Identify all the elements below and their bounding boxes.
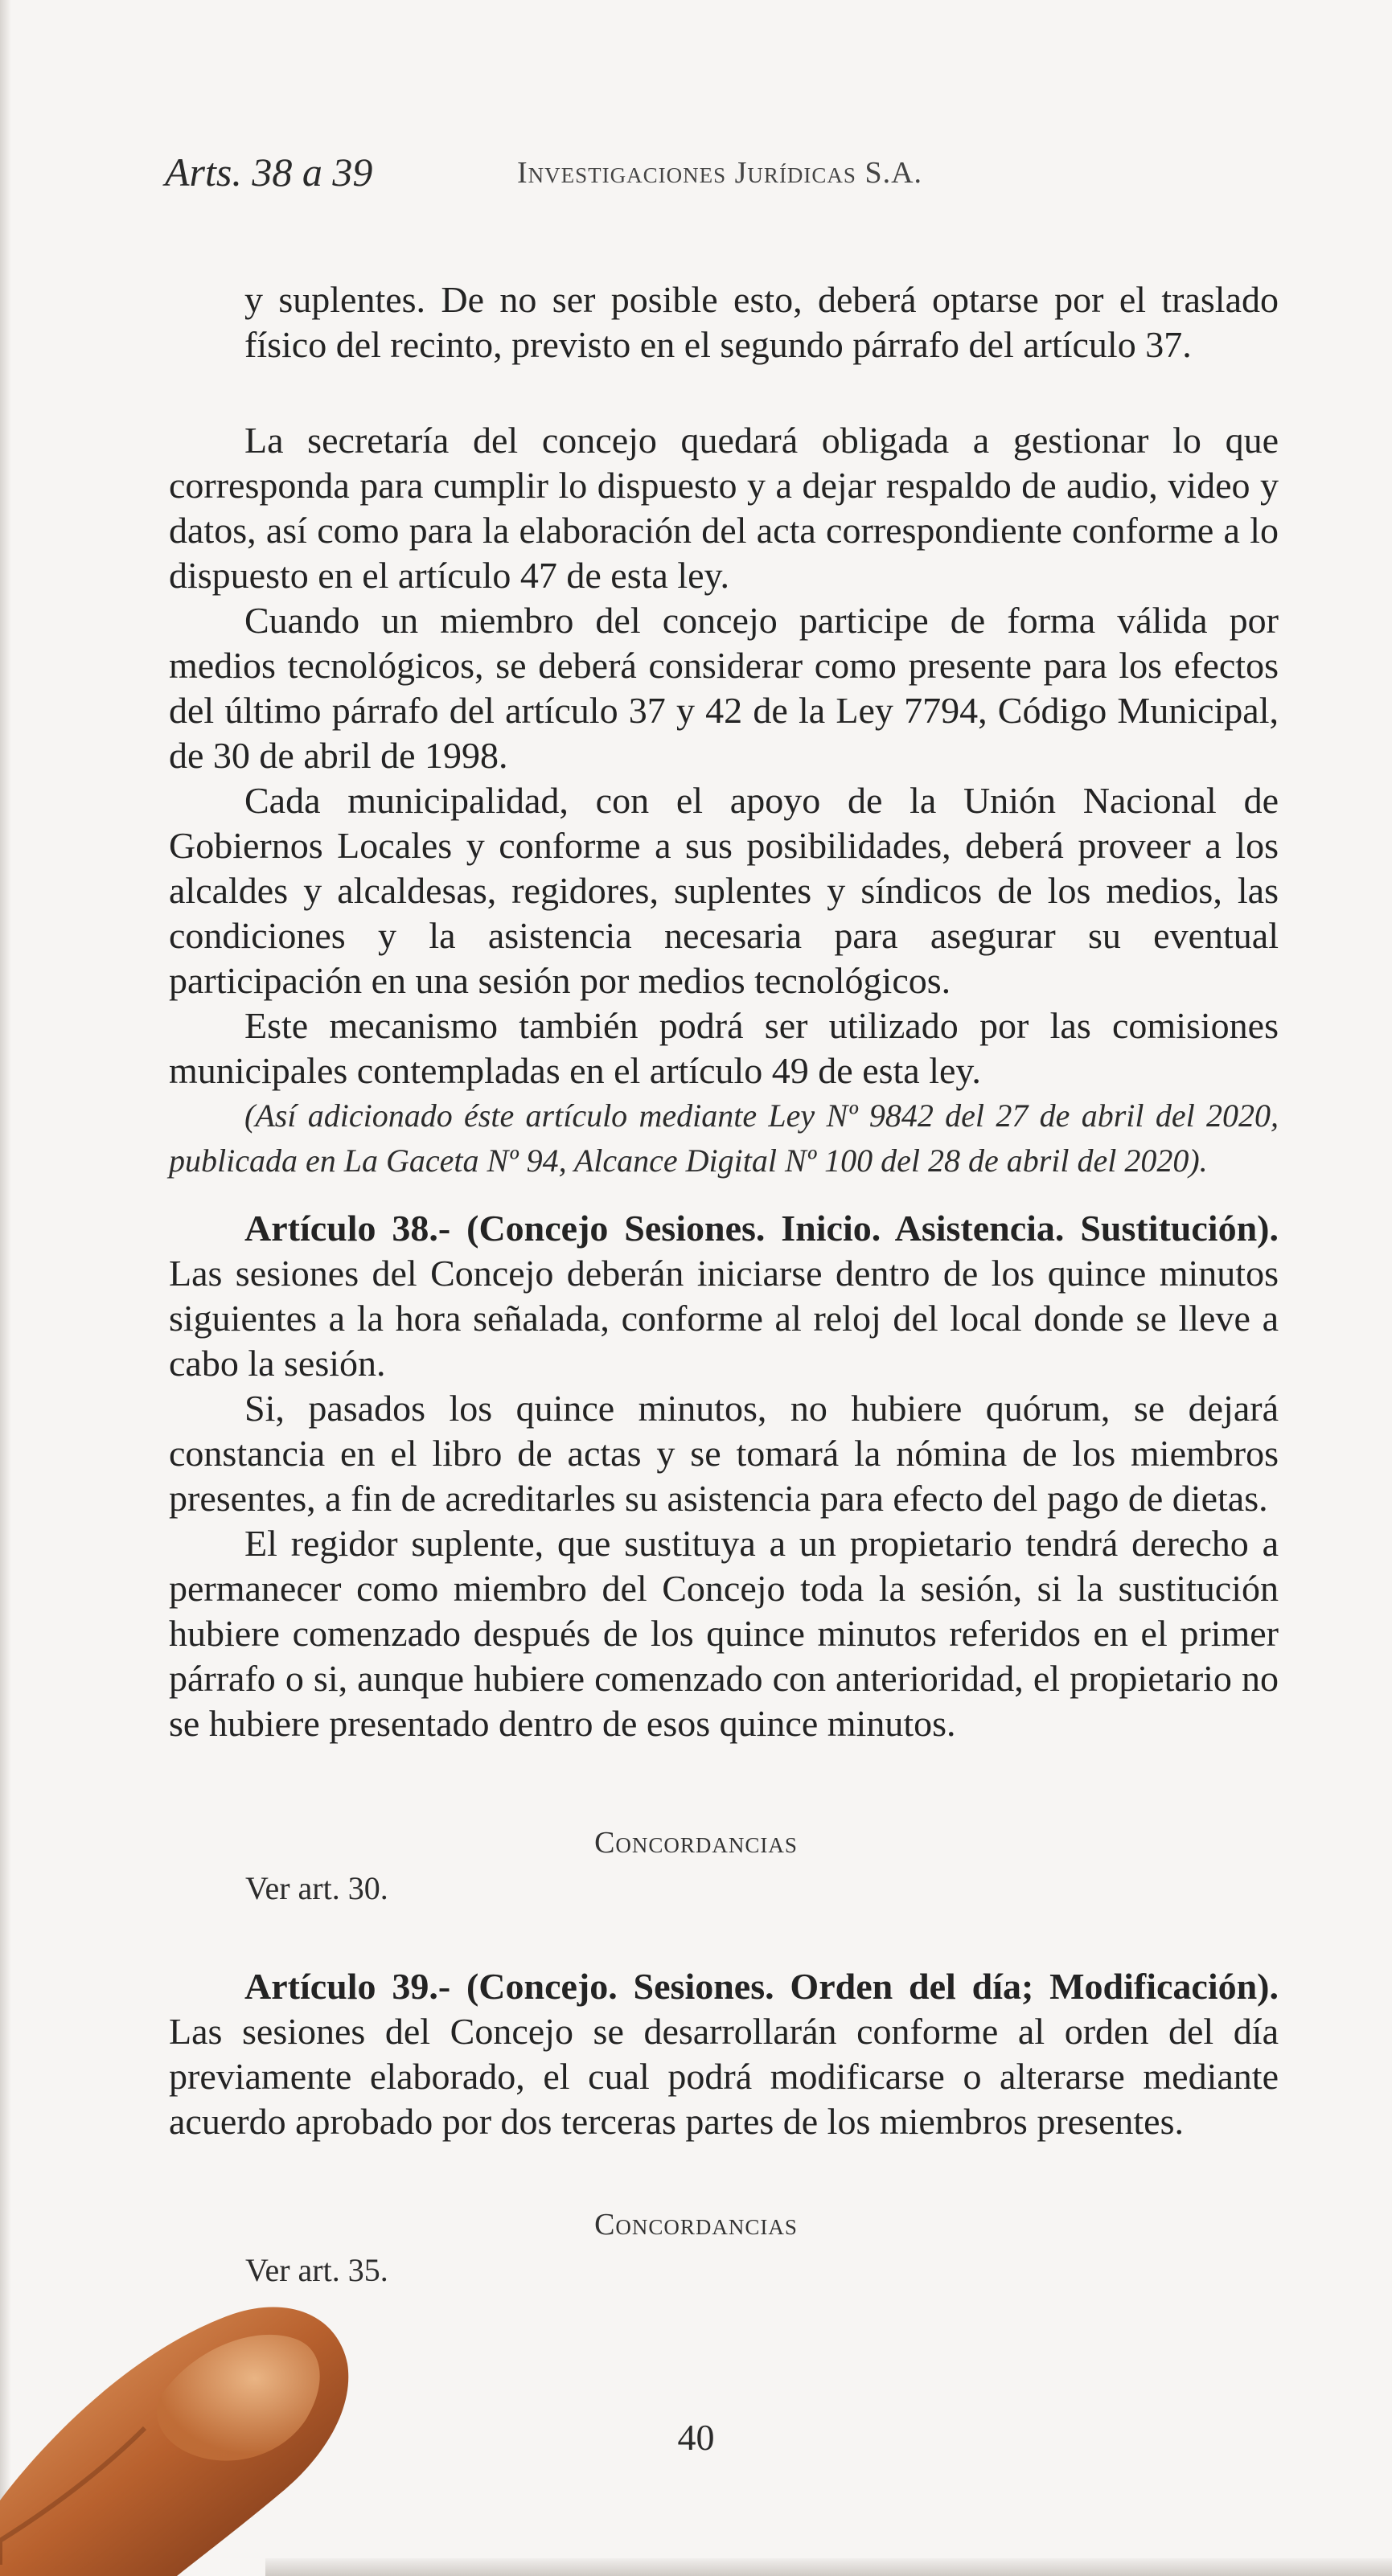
article-38-intro <box>169 1206 1279 1386</box>
paragraph-comisiones: Este mecanismo también podrá ser utilizado por las comisiones municipales contempladas en el artículo 49 de esta ley. <box>169 1005 1279 1091</box>
article-39-text: Las sesiones del Concejo se desarrollarán conforme al orden del día previamente elaborado, el cual podrá modificarse o alterarse mediante acuerdo aprobado por dos terceras partes de los miembros presentes. <box>169 2011 1279 2142</box>
article-39-title: Artículo 39.- (Concejo. Sesiones. Orden del día; Modificación). <box>244 1966 1279 2007</box>
article-39-intro <box>169 1964 1279 2144</box>
finger-image <box>0 2299 354 2576</box>
header-publisher: Investigaciones Jurídicas S.A. <box>517 156 923 190</box>
header-article-range: Arts. 38 a 39 <box>165 150 373 195</box>
article-38 <box>169 1206 1279 1746</box>
concordancias-heading-39: Concordancias <box>594 2208 798 2242</box>
paragraph-secretaria: La secretaría del concejo quedará obligada a gestionar lo que corresponda para cumplir lo dispuesto y a dejar respaldo de audio, video y datos, así como para la elaboración del acta correspondiente conforme a lo dispuesto en el artículo 47 de esta ley. <box>169 420 1279 596</box>
body-block-top <box>169 277 1279 367</box>
page-edge-shadow <box>0 0 11 2576</box>
article-38-paragraph-quorum: Si, pasados los quince minutos, no hubiere quórum, se dejará constancia en el libro de actas y se tomará la nómina de los miembros presentes, a fin de acreditarles su asistencia para efecto del pago de dietas. <box>169 1388 1279 1519</box>
concordancia-ref-39: Ver art. 35. <box>245 2252 388 2288</box>
paragraph-medios-tecnologicos: Cuando un miembro del concejo participe de forma válida por medios tecnológicos, se deberá considerar como presente para los efectos del último párrafo del artículo 37 y 42 de la Ley 7794, Código Municipal, de 30 de abril de 1998. <box>169 600 1279 776</box>
page-bottom-edge <box>265 2558 1392 2576</box>
body-block-secretaria <box>169 418 1279 1183</box>
article-38-text: Las sesiones del Concejo deberán iniciarse dentro de los quince minutos siguientes a la hora señalada, conforme al reloj del local donde se lleve a cabo la sesión. <box>169 1253 1279 1384</box>
article-38-title: Artículo 38.- (Concejo Sesiones. Inicio. Asistencia. Sustitución). <box>244 1208 1279 1249</box>
page-number: 40 <box>677 2417 715 2458</box>
article-38-paragraph-suplente: El regidor suplente, que sustituya a un propietario tendrá derecho a permanecer como miembro del Concejo toda la sesión, si la sustitución hubiere comenzado después de los quince minutos referidos en el primer párrafo o si, aunque hubiere comenzado con anterioridad, el propietario no se hubiere presentado dentro de esos quince minutos. <box>169 1523 1279 1744</box>
amendment-note: (Así adicionado éste artículo mediante Ley Nº 9842 del 27 de abril del 2020, publicada en La Gaceta Nº 94, Alcance Digital Nº 100 del 28 de abril del 2020). <box>169 1097 1279 1179</box>
concordancias-heading-38: Concordancias <box>594 1826 798 1860</box>
article-39 <box>169 1964 1279 2144</box>
running-header <box>165 149 1271 205</box>
paragraph-continuation: y suplentes. De no ser posible esto, deberá optarse por el traslado físico del recinto, previsto en el segundo párrafo del artículo 37. <box>244 279 1279 365</box>
concordancia-ref-38: Ver art. 30. <box>245 1870 388 1906</box>
paragraph-municipalidad: Cada municipalidad, con el apoyo de la Unión Nacional de Gobiernos Locales y conforme a sus posibilidades, deberá proveer a los alcaldes y alcaldesas, regidores, suplentes y síndicos de los medios, las condiciones y la asistencia necesaria para asegurar su eventual participación en una sesión por medios tecnológicos. <box>169 780 1279 1001</box>
